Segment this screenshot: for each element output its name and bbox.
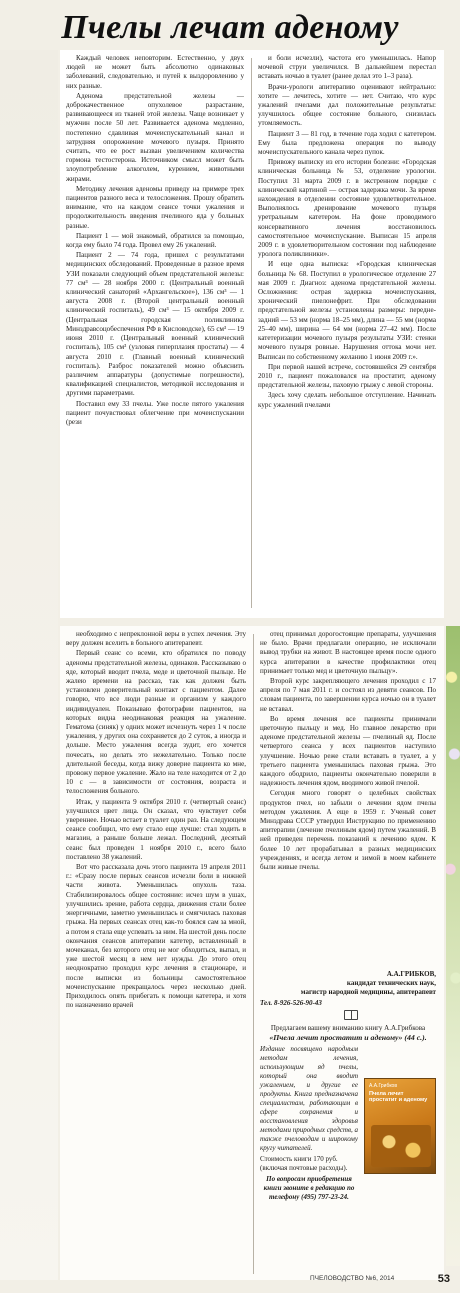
honeycomb-picture xyxy=(371,1125,431,1167)
paragraph: Поставил ему 33 пчелы. Уже после пятого ужаления пациент почувствовал облегчение при мочеиспускании (рези xyxy=(66,399,244,426)
paragraph: и боли исчезли), частота его уменьшилась. Напор мочевой струи увеличился. В дальнейшем перестал вставать ночью в туалет (ранее делал это 1–3 раза). xyxy=(258,54,436,81)
column-divider xyxy=(253,634,254,1274)
article-block-2 xyxy=(60,626,444,1280)
article-column-2 xyxy=(258,54,436,614)
article-title: Пчелы лечат аденому xyxy=(61,9,399,46)
author-phone: Тел. 8-926-526-90-43 xyxy=(260,999,322,1007)
article-column-1 xyxy=(66,54,244,614)
flower-photo-strip xyxy=(446,626,460,1266)
paragraph: И еще одна выписка: «Городская клиническая больница № 68. Поступил в урологическое отделение 27 мая 2009 г. Диагноз: аденома предстательной железы. Осложнения: острая задержка мочеиспускания, хронический пиелонефрит. При обследовании предстательной железы установлены размеры: передне-задний — 53 мм (норма 18–25 мм), длина — 55 мм (норма 25–40 мм), ширина — 64 мм (норма 27–42 мм). После катетеризации мочевого пузыря результаты УЗИ: стенки мочевого пузыря ровные. Нарушения оттока мочи нет. Выписан по собственному желанию 1 июня 2009 г.». xyxy=(258,260,436,361)
cover-title: Пчела лечит простатит и аденому xyxy=(369,1091,428,1104)
paragraph: При первой нашей встрече, состоявшейся 29 сентября 2010 г., пациент пожаловался на простатит, аденому предстательной железы, паховую грыжу с левой стороны. xyxy=(258,362,436,390)
paragraph: Пациент 2 — 74 года, пришел с результатами медицинских обследований. Проведенные в разное время УЗИ показали следующий объем предстательной железы: 77 см³ — 28 ноября 2000 г. (Центральный военный клинический санаторий «Архангельское»), 136 см³ — 1 августа 2008 г. (Второй центральный военный клинический госпиталь), 49 см³ — 15 октября 2009 г. (Центральная городская поликлиника Минздравсоцобеспечения РФ в Кисловодске), 65 см³ — 19 июня 2010 г. (Центральный военный клинический госпиталь), 105 см³ (узловая гиперплазия простаты) — 4 августа 2010 г. (Главный военный клинический госпиталь). Разброс показателей можно объяснить различием аппаратуры (допустимые погрешности), квалификацией специалистов, методикой исследования и другими параметрами. xyxy=(66,251,244,398)
paragraph: Во время лечения все пациенты принимали цветочную пыльцу и мед. Но главное лекарство при аденоме предстательной железы — пчелиный яд. После четвертого сеанса у всех пациентов наступило улучшение. Ночью реже стали вставать в туалет, а у третьего пациента уменьшилась паховая грыжа. Это каждого ободрило, пациенты окончательно поверили в надежность лечения ядом, вводимого живой пчелой. xyxy=(260,714,436,788)
author-name: А.А.ГРИБКОВ, xyxy=(386,970,436,978)
ad-book-title: «Пчела лечит простатит и аденому» (44 с.). xyxy=(269,1033,427,1042)
article-column-3 xyxy=(66,630,246,1276)
cover-author: А.А.Грибков xyxy=(369,1083,397,1089)
ad-price: Стоимость книги 170 руб. (включая почтовые расходы). xyxy=(260,1155,348,1172)
paragraph: Итак, у пациента 9 октября 2010 г. (четвертый сеанс) улучшился цвет лица. Он сказал, что чувствует себя увереннее. Ночью встает в туалет один раз. На следующем сеансе сообщил, что ему стало еще лучше: стал ходить в магазин, а раньше больше лежал. Последний, десятый сеанс был проведен 1 ноября 2010 г., всего было поставлено 38 ужалений. xyxy=(66,797,246,861)
paragraph: Аденома предстательной железы — доброкачественное опухолевое разрастание, развивающееся из тканей этой железы. Чаще возникает у мужчин после 50 лет. Развивается аденома медленно, постепенно сдавливая мочеиспускательный канал и затрудняя опорожнение мочевого пузыря. Принято считать, что ее рост вызван увеличением количества гормона тестостерона. Источником смысл может быть злоупотребление алкоголем, курением, животными жирами. xyxy=(66,91,244,183)
article-column-4 xyxy=(260,630,436,968)
paragraph: Здесь хочу сделать небольшое отступление. Начинать курс ужалений пчелами xyxy=(258,391,436,409)
scan-margin xyxy=(0,50,58,1280)
ad-lead: Предлагаем вашему вниманию книгу А.А.Грибкова xyxy=(270,1024,426,1032)
paragraph: Пациент 1 — мой знакомый, обратился за помощью, когда ему было 74 года. Провел ему 26 ужалений. xyxy=(66,231,244,250)
column-divider xyxy=(251,58,252,608)
author-signature xyxy=(260,970,436,1008)
book-cover-image xyxy=(364,1078,436,1174)
paragraph: отец принимал дорогостоящие препараты, улучшения не было. Врачи предлагали операцию, не исключали вывод трубки на живот. В настоящее время после одного курса апитерапии в качестве профилактики отец принимает только мед и цветочную пыльцу». xyxy=(260,630,436,675)
page-number: 53 xyxy=(437,1273,450,1285)
author-title: кандидат технических наук, xyxy=(346,979,436,987)
book-icon xyxy=(344,1010,358,1020)
paragraph: Каждый человек неповторим. Естественно, у двух людей не может быть абсолютно одинаковых заболеваний, следовательно, и путей к выздоровлению у них разные. xyxy=(66,54,244,90)
paragraph: необходимо с непреклонной веры в успех лечения. Эту веру должен вселить в больного апитерапевт. xyxy=(66,630,246,648)
ad-description: Издание посвящено народным методам лечения, использующим яд пчелы, который она вводит ужалением, и другие ее продукты. Книга предназначена специалистам, работающим в сфере сохранения и восстановления здоровья методами природных средств, а также пчеловодам и широкому кругу читателей. xyxy=(260,1045,359,1152)
paragraph: Методику лечения аденомы приведу на примере трех пациентов разного веса и телосложения. Прошу обратить внимание, что на каждом сеансе точки ужаления и продолжительность введения пчелиного яда у больных разные. xyxy=(66,184,244,230)
paragraph: Вот что рассказала дочь этого пациента 19 апреля 2011 г.: «Сразу после первых сеансов исчезли боли в нижней части живота. Уменьшилась опухоль таза. Стабилизировалось общее состояние: исчез шум в ушах, улучшились зрение, работа сердца, движения стали более энергичными, заметно уменьшилась и смягчилась паховая грыжа. На первых сеансах отец как-то боялся сам за мной, а потом я стала еще успевать за ним. На шестой день после окончания сеансов апитерапии катетер, вставленный в мочеканал, без которого отец не мог обходиться, выпал, и уже шестой месяц в нем нет нужды. До этого отец неоднократно проходил курс лечения в стационаре, и после выписки из больницы самостоятельное мочеиспускание прекращалось через несколько дней. Приходилось опять прибегать к помощи катетера, и хотя по назначению врачей xyxy=(66,863,246,1010)
paragraph: Сегодня много говорят о целебных свойствах продуктов пчел, но забыли о лечении ядом пчелы методом ужаления. А еще в 1959 г. Ученый совет Минздрава СССР утвердил Инструкцию по применению апитерапии (лечение пчелиным ядом) путем ужалений. В ней приведен перечень показаний к лечению ядом. К более 10 лет прорабатывал в разных медицинских учреждениях, и всегда летом и зимой в моем кабинете были живые пчелы. xyxy=(260,789,436,872)
paragraph: Первый сеанс со всеми, кто обратился по поводу аденомы предстательной железы, одинаков. Рассказываю о яде, который вводит пчела, меде и цветочной пыльце. Не жалею времени на рассказ, так как должен быть установлен доверительный контакт с пациентом. Далее говорю, что все люди разные и организм у каждого индивидуален. Показываю фотографии пациентов, на которых видна неодинаковая реакция на ужаление. Гематома (синяк) у одних может исчезнуть через 1 ч после ужаления, у других она сохраняется до 2 суток, а иногда и дольше. Место ужаления всегда зудит, его хочется почесать, но делать это нежелательно. Только после длительной беседы, когда вижу доверие пациента ко мне, провожу первое ужаление. Жало на теле находится от 2 до 10 с — в зависимости от состояния, возраста и телосложения больного. xyxy=(66,649,246,796)
paragraph: Пациент 3 — 81 год, в течение года ходил с катетером. Ему была предложена операция по выводу мочеиспускательного канала через пупок. xyxy=(258,129,436,157)
page-footer xyxy=(310,1272,450,1286)
paragraph: Второй курс закрепляющего лечения проходил с 17 апреля по 7 мая 2011 г. и состоял из девяти сеансов. По словам пациента, по завершении курса ночью он в туалет не вставал. xyxy=(260,677,436,713)
article-block-1 xyxy=(60,50,444,618)
paragraph: Врачи-урологи апитерапию оценивают нейтрально: хотите — лечитесь, хотите — нет. Считаю, что курс ужалений пчелами дал положительные результаты: улучшилось общее состояние больного, снизилась утомляемость. xyxy=(258,82,436,128)
journal-name: ПЧЕЛОВОДСТВО №6, 2014 xyxy=(310,1275,395,1282)
ad-order-info: По вопросам приобретения книги звоните в редакцию по телефону (495) 797-23-24. xyxy=(263,1175,355,1201)
author-title: магистр народной медицины, апитерапевт xyxy=(300,988,436,996)
paragraph: Привожу выписку из его истории болезни: «Городская клиническая больница № 53, отделение урологии. Поступил 31 марта 2009 г. в экстренном порядке с клинической картиной — острая задержка мочи. За время нахождения в отделении состояние удовлетворительное. Выполнялось дренирование мочевого пузыря уретральным катетером. На фоне проводимого консервативного лечения восстановилось самостоятельное мочеиспускание. Выписан 15 апреля 2009 г. в удовлетворительном состоянии под наблюдение уролога поликлиники». xyxy=(258,158,436,259)
